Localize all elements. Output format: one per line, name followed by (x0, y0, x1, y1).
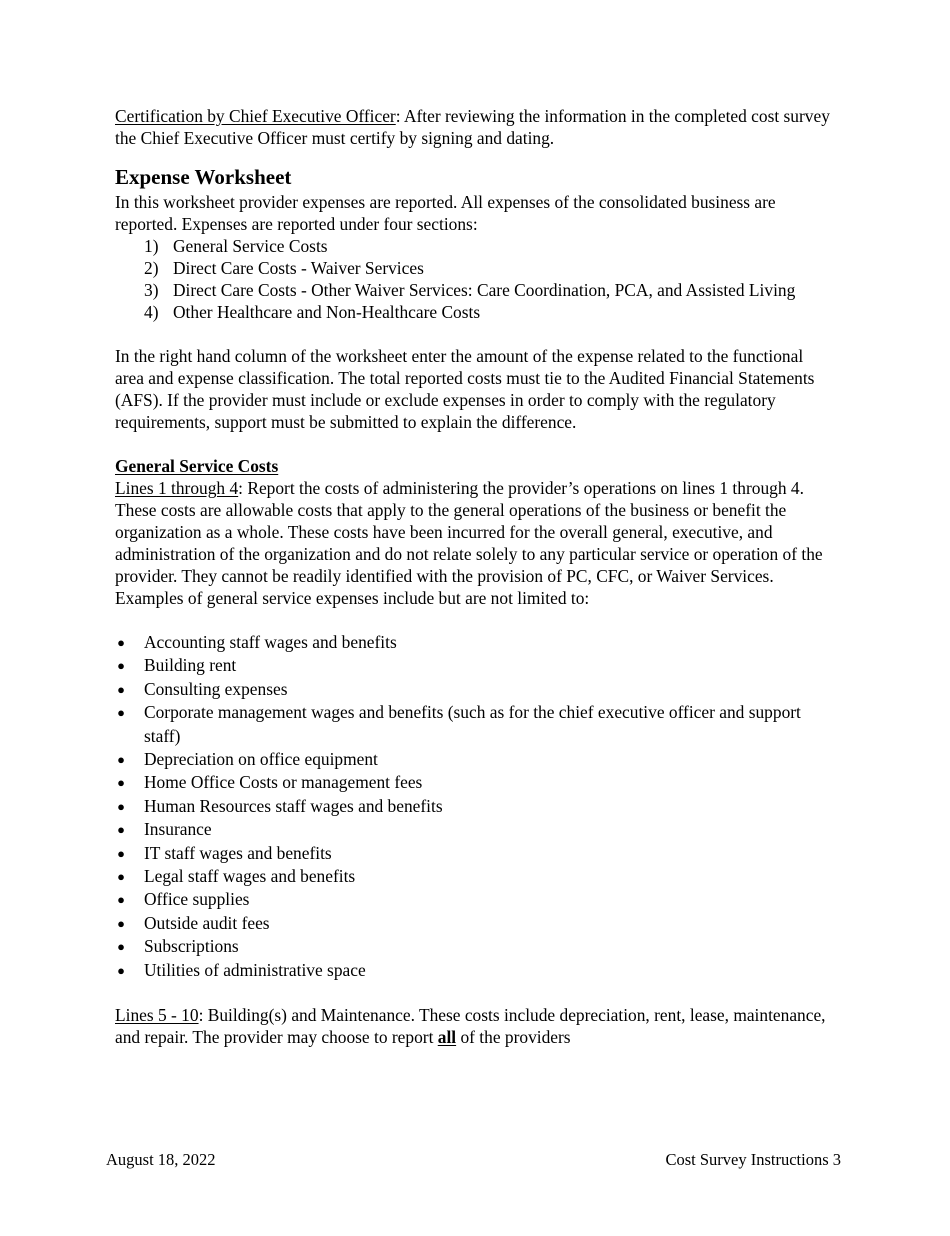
lines-5-10-paragraph (115, 1004, 830, 1048)
bullet-icon: ● (117, 845, 125, 861)
list-item (117, 678, 830, 701)
lines-5-10-emphasis: all (437, 1027, 457, 1048)
bullet-icon: ● (117, 915, 125, 931)
instructions-paragraph: In the right hand column of the worksheet enter the amount of the expense related to the functional area and expense classification. The total reported costs must tie to the Audited Financial Statements (AFS). If the provider must include or exclude expenses in order to comply with the regulatory requirements, support must be submitted to explain the difference. (115, 346, 815, 432)
list-item-label: Human Resources staff wages and benefits (144, 795, 443, 816)
lines-5-10-text-end: of the providers (456, 1027, 571, 1048)
list-item-label: Subscriptions (144, 936, 239, 957)
list-item (117, 842, 830, 865)
bullet-icon: ● (117, 775, 125, 791)
bullet-icon: ● (117, 752, 125, 768)
list-item (117, 795, 830, 818)
list-item-label: Direct Care Costs - Waiver Services (173, 258, 424, 278)
spacer (115, 609, 830, 631)
list-item (117, 935, 830, 958)
list-number: 2) (144, 258, 159, 278)
list-number: 1) (144, 236, 159, 256)
expense-worksheet-intro: In this worksheet provider expenses are reported. All expenses of the consolidated business are reported. Expenses are reported under four sections: (115, 192, 776, 234)
bullet-icon: ● (117, 869, 125, 885)
list-item (117, 631, 830, 654)
certification-paragraph (115, 105, 830, 149)
list-item-label: Utilities of administrative space (144, 959, 366, 980)
spacer (115, 433, 830, 455)
list-item-label: Legal staff wages and benefits (144, 866, 356, 887)
list-item (117, 748, 830, 771)
general-service-costs-heading: General Service Costs (115, 456, 279, 476)
list-item (117, 865, 830, 888)
list-item (117, 888, 830, 911)
list-item (117, 701, 830, 748)
list-item-label: Home Office Costs or management fees (144, 772, 423, 793)
list-item (144, 257, 830, 279)
bullet-icon: ● (117, 822, 125, 838)
bullet-icon: ● (117, 892, 125, 908)
list-item-label: Depreciation on office equipment (144, 749, 378, 770)
list-item (144, 279, 830, 301)
list-number: 3) (144, 280, 159, 300)
lines-5-10-text: : Building(s) and Maintenance. These costs include depreciation, rent, lease, maintenance, and repair. The provider may choose to report (115, 1005, 826, 1048)
list-item (117, 818, 830, 841)
spacer (115, 982, 830, 1004)
certification-term: Certification by Chief Executive Officer (115, 106, 396, 126)
bullet-icon: ● (117, 939, 125, 955)
footer-page-label: Cost Survey Instructions 3 (665, 1150, 841, 1169)
list-item-label: Accounting staff wages and benefits (144, 632, 397, 652)
list-item-label: Other Healthcare and Non-Healthcare Costs (173, 302, 481, 322)
list-item (117, 912, 830, 935)
page-content (115, 105, 830, 1048)
list-item-label: Office supplies (144, 889, 250, 910)
list-item (144, 235, 830, 257)
bullet-icon: ● (117, 798, 125, 814)
footer-date: August 18, 2022 (106, 1150, 216, 1169)
list-item-label: Outside audit fees (144, 912, 270, 933)
list-item (144, 301, 830, 323)
lines-1-4-term: Lines 1 through 4 (115, 478, 239, 498)
general-service-examples-list (115, 631, 830, 982)
bullet-icon: ● (117, 681, 125, 697)
lines-1-4-text: : Report the costs of administering the provider’s operations on lines 1 through 4. These costs are allowable costs that apply to the general operations of the business or benefit the organization as a whole. These costs have been incurred for the overall general, executive, and administration of the organization and do not relate solely to any particular service or operation of the provider. They cannot be readily identified with the provision of PC, CFC, or Waiver Services. Examples of general service expenses include but are not limited to: (115, 478, 823, 608)
bullet-icon: ● (117, 705, 125, 721)
list-item-label: Direct Care Costs - Other Waiver Services: Care Coordination, PCA, and Assisted Living (173, 280, 796, 300)
list-item (117, 654, 830, 677)
lines-5-10-term: Lines 5 - 10 (115, 1005, 199, 1026)
bullet-icon: ● (117, 962, 125, 978)
expense-worksheet-heading: Expense Worksheet (115, 165, 292, 189)
lines-1-4-paragraph (115, 477, 830, 609)
list-item-label: Insurance (144, 819, 212, 840)
list-number: 4) (144, 302, 159, 322)
certification-text: : After reviewing the information in the completed cost survey the Chief Executive Officer must certify by signing and dating. (115, 106, 830, 148)
list-item-label: Consulting expenses (144, 678, 288, 699)
list-item (117, 771, 830, 794)
bullet-icon: ● (117, 658, 125, 674)
expense-sections-list (115, 235, 830, 323)
list-item-label: Building rent (144, 655, 237, 676)
spacer (115, 323, 830, 345)
list-item-label: Corporate management wages and benefits (such as for the chief executive officer and support staff) (144, 702, 801, 746)
list-item-label: IT staff wages and benefits (144, 842, 332, 863)
bullet-icon: ● (117, 635, 125, 650)
list-item-label: General Service Costs (173, 236, 328, 256)
list-item (117, 959, 830, 982)
